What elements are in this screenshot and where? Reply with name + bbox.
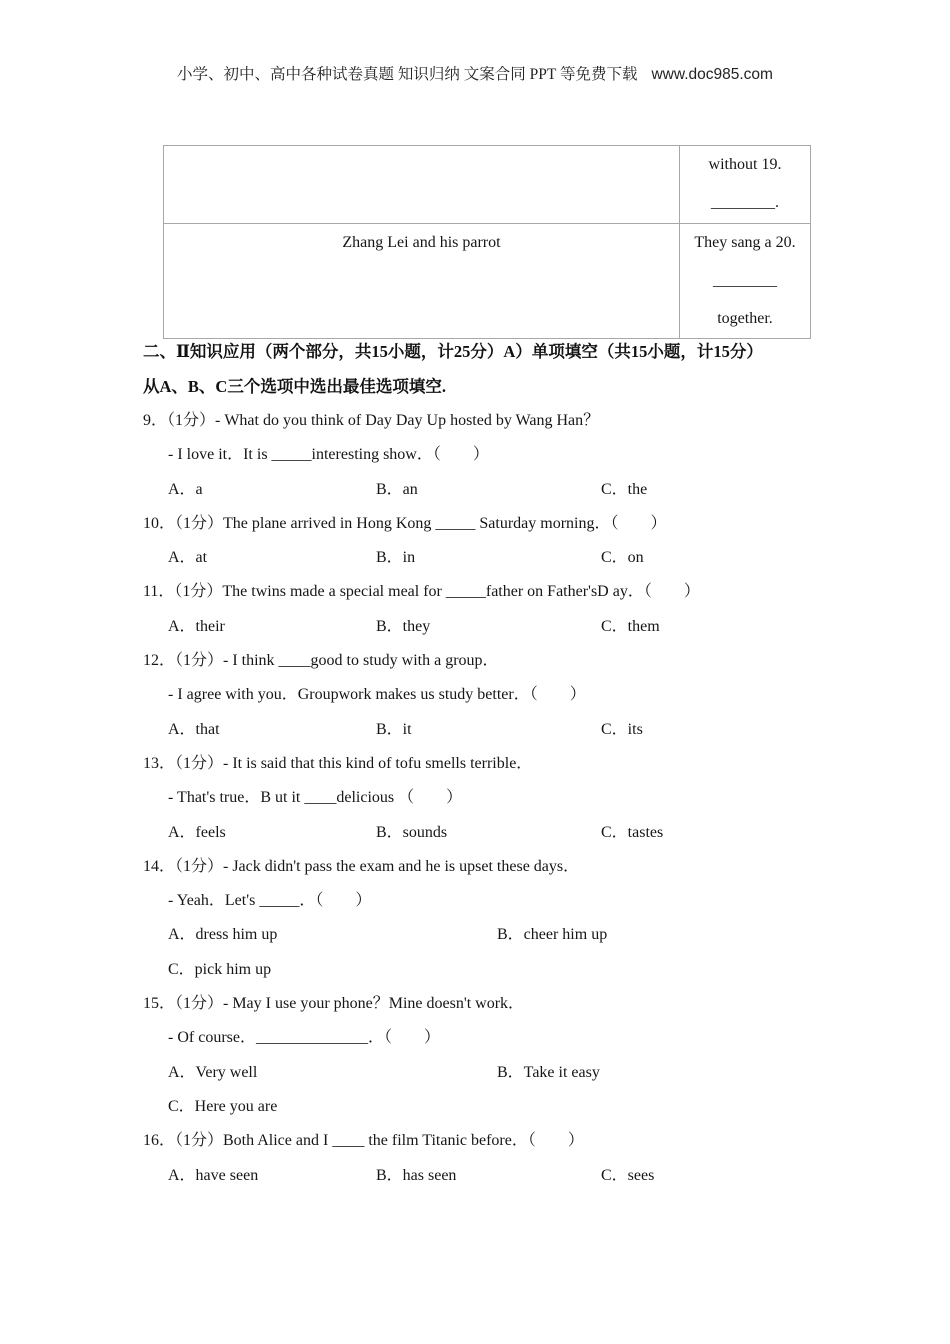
cell-line: without 19. — [708, 156, 782, 173]
option-b: B．it — [376, 720, 412, 738]
cell-line: Zhang Lei and his parrot — [342, 234, 501, 251]
table-cell-blank-19 — [680, 146, 811, 224]
question-13-options — [143, 816, 938, 850]
site-url: www.doc985.com — [651, 66, 773, 83]
option-a: A．their — [168, 617, 225, 635]
option-c: C．them — [601, 617, 660, 635]
table-row — [164, 224, 811, 339]
question-14-options-row2 — [143, 953, 938, 987]
question-16-options — [143, 1159, 938, 1193]
question-14-stem: 14．（1分）- Jack didn't pass the exam and he is upset these days． — [143, 857, 580, 875]
option-a: A．at — [168, 549, 208, 567]
option-a: A．dress him up — [168, 926, 278, 944]
question-9-options — [143, 473, 938, 507]
question-12-reply: - I agree with you．Groupwork makes us study better．（ ） — [168, 686, 586, 704]
option-b: B．has seen — [376, 1166, 457, 1184]
question-15-options-row1 — [143, 1056, 938, 1090]
option-a: A．have seen — [168, 1166, 259, 1184]
section-heading-line1: 二、Ⅱ知识应用（两个部分，共15小题，计25分）A）单项填空（共15小题，计15分） — [143, 342, 763, 361]
question-15-stem: 15．（1分）- May I use your phone？Mine doesn't work． — [143, 995, 525, 1013]
option-c: C．sees — [601, 1166, 655, 1184]
question-12-stem: 12．（1分）- I think ____good to study with a group． — [143, 652, 499, 670]
question-9-stem: 9．（1分）- What do you think of Day Day Up hosted by Wang Han？ — [143, 412, 600, 429]
table-row — [164, 146, 811, 224]
option-b: B．sounds — [376, 823, 448, 841]
question-14-options-row1 — [143, 918, 938, 952]
option-a: A．Very well — [168, 1063, 258, 1081]
question-16-stem: 16．（1分）Both Alice and I ____ the film Titanic before．（ ） — [143, 1132, 584, 1150]
option-b: B．in — [376, 549, 416, 567]
question-15-options-row2 — [143, 1090, 938, 1124]
cell-blank-line: ________. — [711, 194, 779, 211]
option-c: C．pick him up — [168, 960, 272, 978]
table-cell-blank-20 — [680, 224, 811, 339]
option-a: A．feels — [168, 823, 226, 841]
option-b: B．an — [376, 480, 418, 498]
cell-line: They sang a 20. — [694, 234, 796, 251]
option-a: A．a — [168, 480, 203, 498]
question-11-stem: 11．（1分）The twins made a special meal for _____father on Father'sD ay．（ ） — [143, 583, 700, 601]
question-10-options — [143, 541, 938, 575]
table-cell-zhang-lei — [164, 224, 680, 339]
section-heading — [143, 334, 923, 404]
fill-blank-table — [163, 145, 811, 339]
cell-blank-line: ________ — [713, 272, 777, 289]
question-10-stem: 10．（1分）The plane arrived in Hong Kong _____ Saturday morning．（ ） — [143, 514, 667, 532]
table-cell-empty — [164, 146, 680, 224]
question-list — [143, 404, 938, 1193]
option-c: C．its — [601, 720, 643, 738]
option-c: C．on — [601, 549, 644, 567]
option-c: C．tastes — [601, 823, 664, 841]
option-a: A．that — [168, 720, 220, 738]
option-b: B．Take it easy — [497, 1063, 600, 1081]
cell-line: together. — [717, 310, 773, 327]
question-13-stem: 13．（1分）- It is said that this kind of tofu smells terrible． — [143, 754, 533, 772]
option-b: B．cheer him up — [497, 926, 608, 944]
section-heading-line2: 从A、B、C三个选项中选出最佳选项填空. — [143, 377, 446, 396]
option-c: C．the — [601, 480, 648, 498]
option-c: C．Here you are — [168, 1097, 278, 1115]
option-b: B．they — [376, 617, 431, 635]
question-14-reply: - Yeah．Let's _____．（ ） — [168, 892, 372, 910]
question-12-options — [143, 713, 938, 747]
question-13-reply: - That's true．B ut it ____delicious （ ） — [168, 789, 463, 807]
question-9-reply: - I love it．It is _____interesting show．（ ） — [168, 446, 489, 464]
site-header-text: 小学、初中、高中各种试卷真题 知识归纳 文案合同 PPT 等免费下载 — [177, 66, 638, 83]
site-header — [0, 62, 950, 84]
question-11-options — [143, 610, 938, 644]
question-15-reply: - Of course．______________．（ ） — [168, 1029, 440, 1047]
